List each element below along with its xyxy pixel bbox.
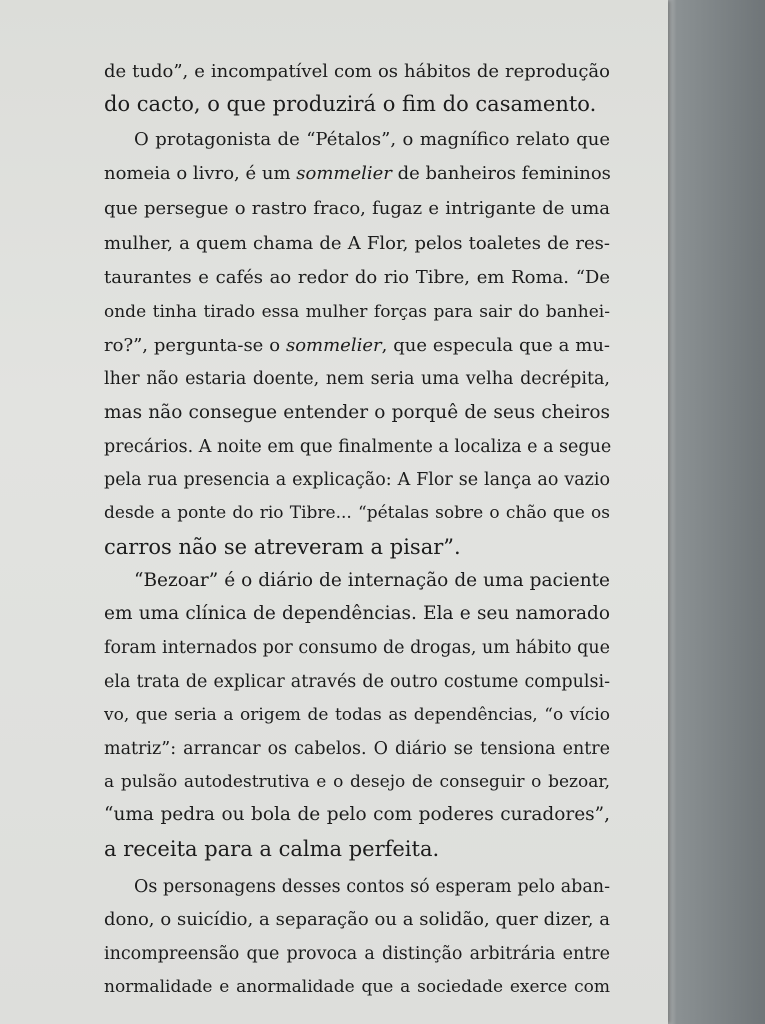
text-line: vo, que seria a origem de todas as dependências, “o vício	[104, 705, 610, 725]
text-line: mulher, a quem chama de A Flor, pelos toaletes de res-	[104, 233, 610, 254]
text-line: taurantes e cafés ao redor do rio Tibre, em Roma. “De	[104, 267, 610, 288]
text-line: O protagonista de “Pétalos”, o magnífico relato que	[134, 129, 610, 150]
text-line: “Bezoar” é o diário de internação de uma paciente	[134, 570, 610, 591]
text-line: foram internados por consumo de drogas, um hábito que	[104, 638, 610, 658]
text-line: a receita para a calma perfeita.	[104, 837, 440, 861]
text-line: lher não estaria doente, nem seria uma velha decrépita,	[104, 369, 610, 389]
text-line: normalidade e anormalidade que a sociedade exerce com	[104, 977, 610, 997]
text-line: a pulsão autodestrutiva e o desejo de conseguir o bezoar,	[104, 772, 610, 792]
text-line: mas não consegue entender o porquê de seus cheiros	[104, 402, 610, 423]
text-line: Os personagens desses contos só esperam pelo aban-	[134, 877, 610, 897]
text-line: precários. A noite em que finalmente a localiza e a segue	[104, 437, 612, 457]
text-line: pela rua presencia a explicação: A Flor se lança ao vazio	[104, 470, 610, 490]
text-line: matriz”: arrancar os cabelos. O diário se tensiona entre	[104, 739, 610, 759]
text-line: que persegue o rastro fraco, fugaz e intrigante de uma	[104, 198, 610, 219]
text-line: onde tinha tirado essa mulher forças para sair do banhei-	[104, 302, 610, 322]
text-line: de tudo”, e incompatível com os hábitos de reprodução	[104, 61, 610, 82]
text-line: em uma clínica de dependências. Ela e seu namorado	[104, 603, 610, 624]
text-line: desde a ponte do rio Tibre... “pétalas sobre o chão que os	[104, 503, 610, 523]
text-line: carros não se atreveram a pisar”.	[104, 535, 461, 559]
text-line: ela trata de explicar através de outro costume compulsi-	[104, 672, 610, 692]
text-line: ro?”, pergunta-se o sommelier, que especula que a mu-	[104, 335, 610, 356]
text-line: dono, o suicídio, a separação ou a solidão, quer dizer, a	[104, 909, 610, 930]
text-line: “uma pedra ou bola de pelo com poderes curadores”,	[104, 804, 610, 825]
text-line: nomeia o livro, é um sommelier de banheiros femininos	[104, 163, 611, 184]
text-line: do cacto, o que produzirá o fim do casamento.	[104, 92, 597, 116]
text-line: incompreensão que provoca a distinção arbitrária entre	[104, 944, 610, 964]
